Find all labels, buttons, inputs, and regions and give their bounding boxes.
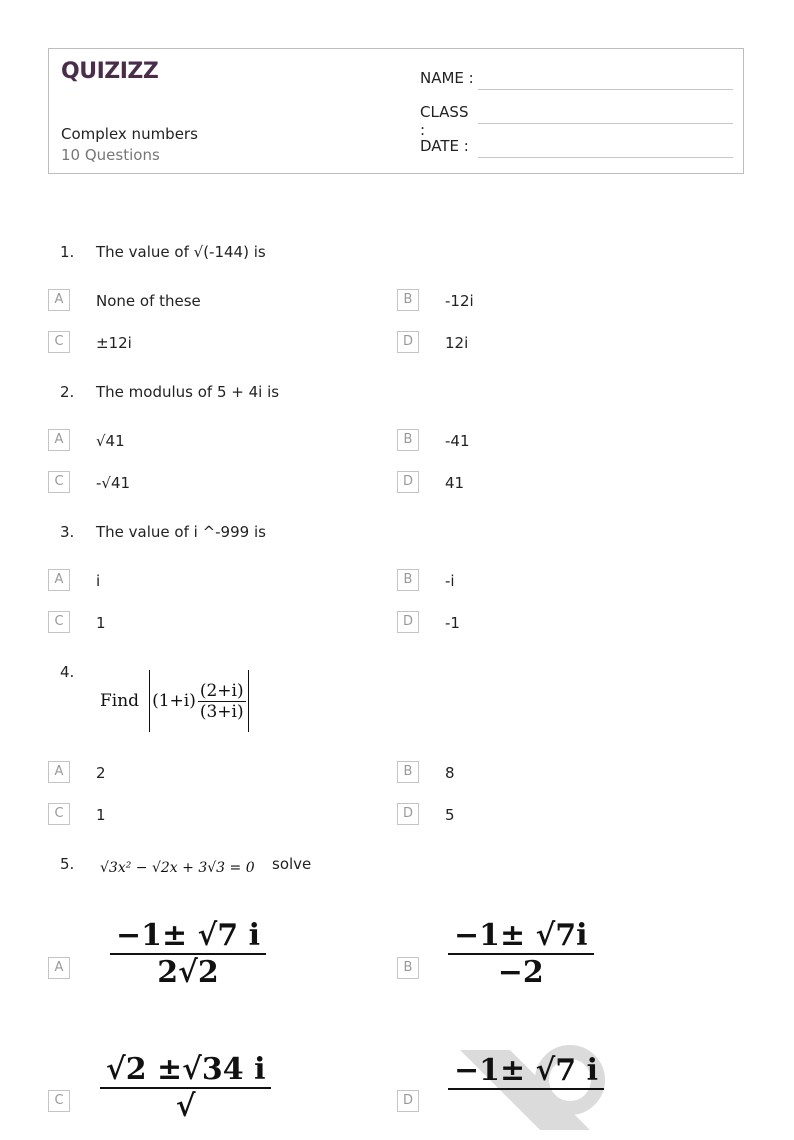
- option-box-3c[interactable]: C: [48, 611, 70, 633]
- question-2-text: The modulus of 5 + 4i is: [96, 383, 280, 401]
- class-line: [478, 123, 733, 124]
- option-box-5d[interactable]: D: [397, 1090, 419, 1112]
- worksheet-title: Complex numbers: [61, 125, 198, 143]
- option-box-2d[interactable]: D: [397, 471, 419, 493]
- option-3a-text: i: [96, 572, 101, 590]
- option-box-2b[interactable]: B: [397, 429, 419, 451]
- name-field[interactable]: [420, 69, 476, 87]
- option-box-4d[interactable]: D: [397, 803, 419, 825]
- option-4b-text: 8: [445, 764, 455, 782]
- option-5c-formula: [100, 1052, 271, 1124]
- date-line: [478, 157, 733, 158]
- option-box-1d[interactable]: D: [397, 331, 419, 353]
- option-box-4c[interactable]: C: [48, 803, 70, 825]
- option-5c-fraction: [100, 1052, 271, 1124]
- option-3d-text: -1: [445, 614, 460, 632]
- formula-factor: (1+i): [152, 691, 196, 711]
- option-box-3b[interactable]: B: [397, 569, 419, 591]
- option-box-1b[interactable]: B: [397, 289, 419, 311]
- option-5d-formula: [448, 1052, 604, 1090]
- formula-numerator: (2+i): [199, 680, 244, 701]
- option-box-4b[interactable]: B: [397, 761, 419, 783]
- option-5c-denominator: √: [175, 1089, 196, 1124]
- option-4c-text: 1: [96, 806, 106, 824]
- name-label: NAME :: [420, 69, 474, 87]
- question-5-number: 5.: [60, 855, 75, 873]
- option-3c-text: 1: [96, 614, 106, 632]
- option-4d-text: 5: [445, 806, 455, 824]
- option-5b-formula: [448, 918, 594, 990]
- option-5a-formula: [110, 918, 266, 990]
- question-5-text: solve: [272, 855, 312, 873]
- question-4-number: 4.: [60, 663, 75, 681]
- option-box-2c[interactable]: C: [48, 471, 70, 493]
- name-line: [478, 89, 733, 90]
- absolute-value: [149, 670, 249, 732]
- option-5d-fraction: [448, 1053, 604, 1090]
- option-5a-denominator: 2√2: [157, 955, 219, 990]
- option-4a-text: 2: [96, 764, 106, 782]
- formula-find: Find: [100, 691, 140, 711]
- option-box-2a[interactable]: A: [48, 429, 70, 451]
- formula-fraction: [198, 681, 246, 722]
- worksheet-header: [48, 48, 744, 174]
- question-2-number: 2.: [60, 383, 75, 401]
- date-field[interactable]: [420, 137, 476, 155]
- class-label: CLASS :: [420, 103, 469, 139]
- option-box-5b[interactable]: B: [397, 957, 419, 979]
- question-count: 10 Questions: [61, 146, 160, 164]
- option-1c-text: ±12i: [96, 334, 132, 352]
- option-box-3a[interactable]: A: [48, 569, 70, 591]
- date-label: DATE :: [420, 137, 469, 155]
- option-3b-text: -i: [445, 572, 455, 590]
- option-box-4a[interactable]: A: [48, 761, 70, 783]
- quizizz-logo: QUIZIZZ: [61, 59, 159, 84]
- question-1-text: The value of √(-144) is: [96, 243, 266, 261]
- option-5d-numerator: −1± √7 i: [448, 1053, 604, 1090]
- option-1b-text: -12i: [445, 292, 474, 310]
- formula-denominator: (3+i): [199, 701, 244, 722]
- option-5c-numerator: √2 ±√34 i: [100, 1052, 271, 1089]
- option-5b-denominator: −2: [497, 955, 544, 990]
- option-5b-fraction: [448, 918, 594, 990]
- option-1d-text: 12i: [445, 334, 469, 352]
- option-5a-fraction: [110, 918, 266, 990]
- option-2c-text: -√41: [96, 474, 131, 492]
- option-box-5a[interactable]: A: [48, 957, 70, 979]
- option-5a-numerator: −1± √7 i: [110, 918, 266, 955]
- question-3-number: 3.: [60, 523, 75, 541]
- option-5b-numerator: −1± √7i: [448, 918, 594, 955]
- option-box-1a[interactable]: A: [48, 289, 70, 311]
- class-field[interactable]: [420, 103, 476, 139]
- option-2d-text: 41: [445, 474, 465, 492]
- option-box-5c[interactable]: C: [48, 1090, 70, 1112]
- option-2a-text: √41: [96, 432, 125, 450]
- question-5-equation: √3x² − √2x + 3√3 = 0: [100, 860, 255, 876]
- question-4-formula: [100, 670, 249, 732]
- question-3-text: The value of i ^-999 is: [96, 523, 266, 541]
- question-1-number: 1.: [60, 243, 75, 261]
- option-box-1c[interactable]: C: [48, 331, 70, 353]
- option-box-3d[interactable]: D: [397, 611, 419, 633]
- option-1a-text: None of these: [96, 292, 201, 310]
- option-2b-text: -41: [445, 432, 470, 450]
